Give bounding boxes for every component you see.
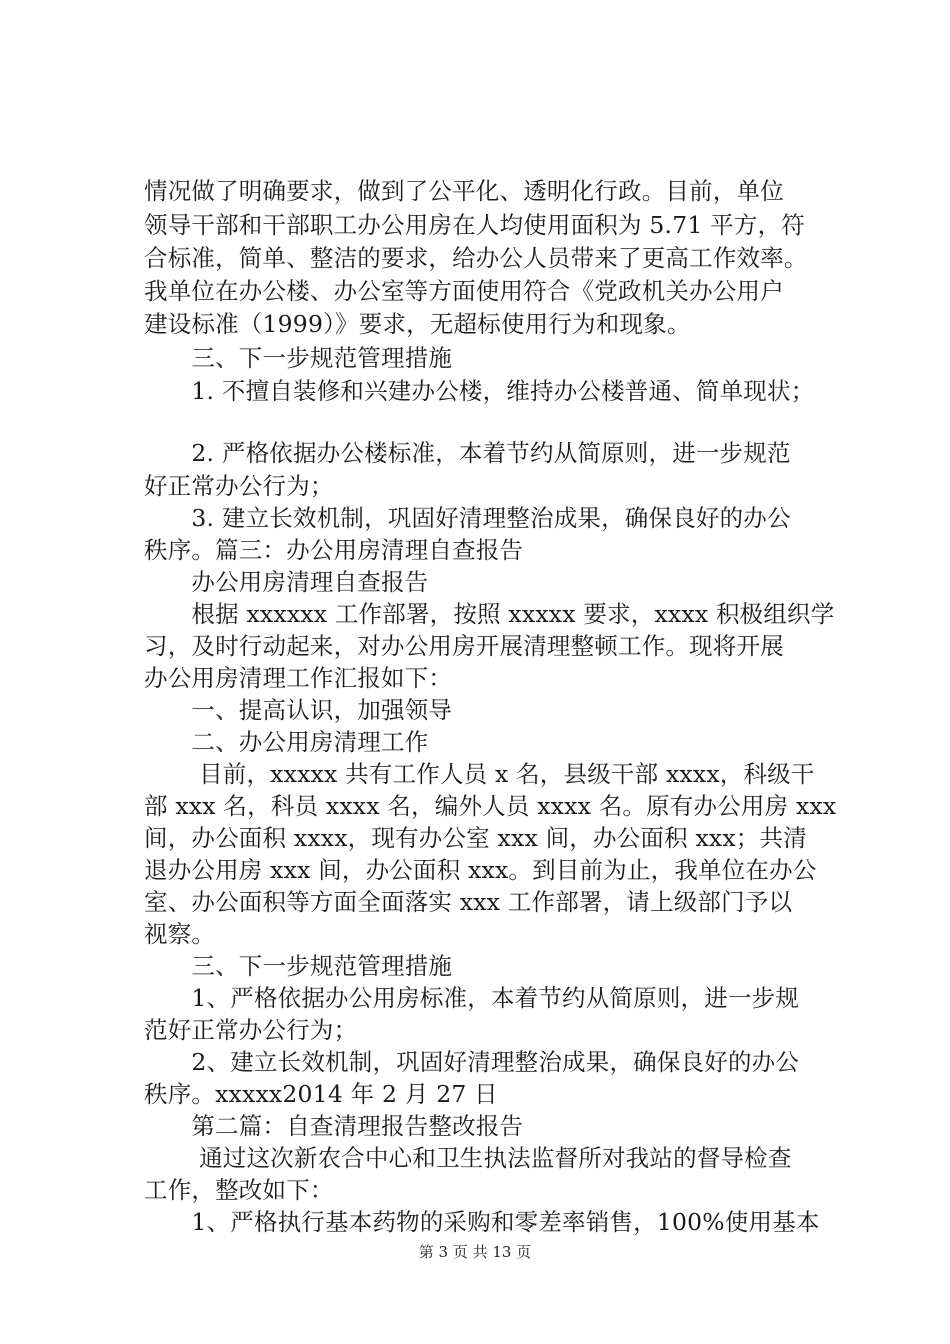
section-heading: 一、提高认识，加强领导 — [144, 696, 453, 724]
section-heading: 三、下一步规范管理措施 — [144, 344, 453, 372]
text-line: 合标准，简单、整洁的要求，给办公人员带来了更高工作效率。 — [144, 244, 808, 272]
text-line: 2. 严格依据办公楼标准，本着节约从简原则，进一步规范 — [144, 439, 791, 467]
text-line: 退办公用房 xxx 间，办公面积 xxx。到目前为止，我单位在办公 — [144, 856, 817, 884]
text-line: 部 xxx 名，科员 xxxx 名，编外人员 xxxx 名。原有办公用房 xxx — [144, 792, 837, 820]
report-title: 办公用房清理自查报告 — [144, 568, 429, 596]
text-line: 1. 不擅自装修和兴建办公楼，维持办公楼普通、简单现状； — [144, 377, 815, 405]
section-heading: 第二篇：自查清理报告整改报告 — [144, 1112, 524, 1140]
section-heading: 三、下一步规范管理措施 — [144, 952, 453, 980]
text-line: 工作，整改如下： — [144, 1176, 334, 1204]
page-footer: 第 3 页 共 13 页 — [418, 1243, 532, 1261]
text-line: 秩序。篇三：办公用房清理自查报告 — [144, 536, 524, 564]
text-line: 室、办公面积等方面全面落实 xxx 工作部署，请上级部门予以 — [144, 888, 793, 916]
text-line: 1、严格依据办公用房标准，本着节约从简原则，进一步规 — [144, 984, 800, 1012]
text-line: 情况做了明确要求，做到了公平化、透明化行政。目前，单位 — [144, 177, 784, 205]
text-line: 视察。 — [144, 920, 216, 948]
text-line: 好正常办公行为； — [144, 472, 334, 500]
text-line: 1、严格执行基本药物的采购和零差率销售，100%使用基本 — [144, 1208, 820, 1236]
text-line: 2、建立长效机制，巩固好清理整治成果，确保良好的办公 — [144, 1048, 800, 1076]
text-line: 习，及时行动起来，对办公用房开展清理整顿工作。现将开展 — [144, 632, 784, 660]
text-line: 范好正常办公行为； — [144, 1016, 358, 1044]
text-line: 领导干部和干部职工办公用房在人均使用面积为 5.71 平方，符 — [144, 211, 805, 239]
text-line: 3. 建立长效机制，巩固好清理整治成果，确保良好的办公 — [144, 504, 791, 532]
text-line: 通过这次新农合中心和卫生执法监督所对我站的督导检查 — [144, 1144, 792, 1172]
text-line: 间，办公面积 xxxx，现有办公室 xxx 间，办公面积 xxx；共清 — [144, 824, 807, 852]
section-heading: 二、办公用房清理工作 — [144, 728, 429, 756]
text-line: 秩序。xxxxx2014 年 2 月 27 日 — [144, 1080, 498, 1108]
text-line: 目前，xxxxx 共有工作人员 x 名，县级干部 xxxx，科级干 — [144, 760, 815, 788]
text-line: 我单位在办公楼、办公室等方面使用符合《党政机关办公用户 — [144, 277, 784, 305]
text-line: 办公用房清理工作汇报如下： — [144, 664, 453, 692]
text-line: 建设标准（1999）》要求，无超标使用行为和现象。 — [144, 310, 691, 338]
text-line: 根据 xxxxxx 工作部署，按照 xxxxx 要求，xxxx 积极组织学 — [144, 600, 835, 628]
